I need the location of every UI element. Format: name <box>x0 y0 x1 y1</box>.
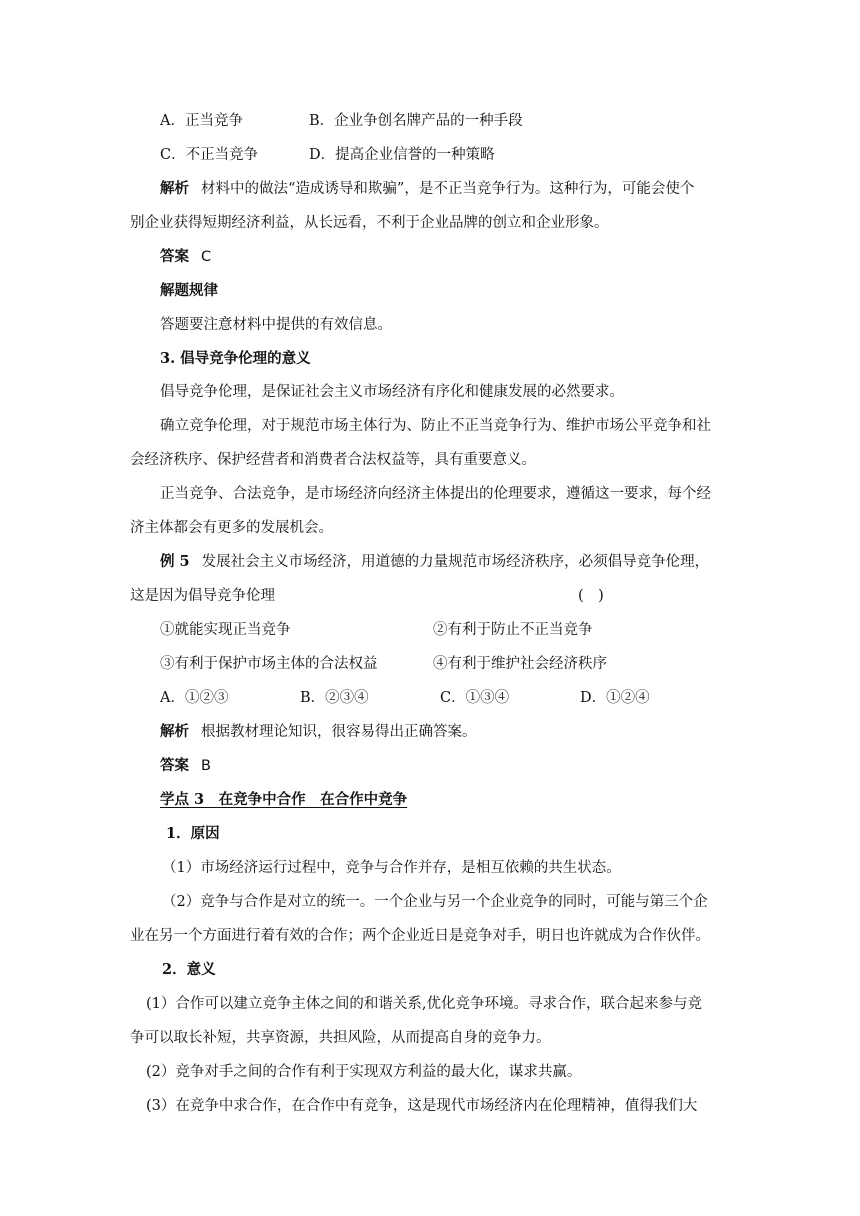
paragraph-3-line1: 正当竞争、合法竞争，是市场经济向经济主体提出的伦理要求，遵循这一要求，每个经 <box>160 486 711 502</box>
analysis-label: 解析 <box>160 723 189 740</box>
answer-label: 答案 <box>160 757 189 774</box>
answer-value: C <box>201 249 212 265</box>
paragraph-3-line2: 济主体都会有更多的发展机会。 <box>130 520 333 536</box>
reason-2-line2: 业在另一个方面进行着有效的合作；两个企业近日是竞争对手，明日也许就成为合作伙伴。 <box>130 928 710 944</box>
analysis-label: 解析 <box>160 180 189 197</box>
meaning-3: (3）在竞争中求合作，在合作中有竞争，这是现代市场经济内在伦理精神，值得我们大 <box>146 1098 698 1114</box>
meaning-title: 2．意义 <box>162 961 216 978</box>
example5-answer <box>160 756 211 776</box>
paragraph-2-line2: 会经济秩序、保护经营者和消费者合法权益等，具有重要意义。 <box>130 452 536 468</box>
meaning-2: (2）竞争对手之间的合作有利于实现双方利益的最大化，谋求共赢。 <box>146 1064 582 1080</box>
example-label: 例 5 <box>160 553 190 570</box>
example5-option-a: A．①②③ <box>160 690 229 706</box>
point3-heading: 学点 3 在竞争中合作 在合作中竞争 <box>160 791 408 808</box>
section-heading: 3. 倡导竞争伦理的意义 <box>160 350 311 367</box>
answer-label: 答案 <box>160 248 189 265</box>
q4-option-a: A．正当竞争 <box>160 113 243 129</box>
meaning-1-line1: (1）合作可以建立竞争主体之间的和谐关系,优化竞争环境。寻求合作，联合起来参与竞 <box>146 996 702 1012</box>
example5-option-c: C．①③④ <box>440 690 510 706</box>
reason-2-line1: （2）竞争与合作是对立的统一。一个企业与另一个企业竞争的同时，可能与第三个企 <box>162 894 708 910</box>
example5-option-d: D．①②④ <box>580 690 650 706</box>
example5-item-3: ③有利于保护市场主体的合法权益 <box>160 656 378 672</box>
example5-item-4: ④有利于维护社会经济秩序 <box>433 656 607 672</box>
reason-1: （1）市场经济运行过程中，竞争与合作并存，是相互依赖的共生状态。 <box>162 860 621 876</box>
reason-title: 1．原因 <box>166 825 220 842</box>
meaning-1-line2: 争可以取长补短，共享资源，共担风险，从而提高自身的竞争力。 <box>130 1030 551 1046</box>
q4-option-c: C．不正当竞争 <box>160 147 259 163</box>
example5-analysis <box>160 722 477 742</box>
q4-analysis-line2: 别企业获得短期经济利益，从长远看，不利于企业品牌的创立和企业形象。 <box>130 215 609 231</box>
q4-option-d: D．提高企业信誉的一种策略 <box>309 147 495 163</box>
example5-option-b: B．②③④ <box>300 690 369 706</box>
example5-item-1: ①就能实现正当竞争 <box>160 622 291 638</box>
q4-option-b: B．企业争创名牌产品的一种手段 <box>309 113 523 129</box>
analysis-text: 材料中的做法“造成诱导和欺骗”，是不正当竞争行为。这种行为，可能会使个 <box>201 181 695 197</box>
rule-text: 答题要注意材料中提供的有效信息。 <box>160 317 392 333</box>
rule-title: 解题规律 <box>160 282 218 299</box>
analysis-text: 根据教材理论知识，很容易得出正确答案。 <box>201 724 477 740</box>
example5-stem <box>160 552 709 572</box>
answer-blank: ( ) <box>578 588 604 604</box>
paragraph-1: 倡导竞争伦理，是保证社会主义市场经济有序化和健康发展的必然要求。 <box>160 384 624 400</box>
paragraph-2-line1: 确立竞争伦理，对于规范市场主体行为、防止不正当竞争行为、维护市场公平竞争和社 <box>160 418 711 434</box>
example5-stem-line2: 这是因为倡导竞争伦理 <box>130 588 275 604</box>
q4-answer <box>160 247 211 267</box>
q4-analysis <box>160 179 694 199</box>
example5-item-2: ②有利于防止不正当竞争 <box>433 622 593 638</box>
answer-value: B <box>201 758 211 774</box>
example-stem-text: 发展社会主义市场经济，用道德的力量规范市场经济秩序，必须倡导竞争伦理， <box>201 554 710 570</box>
